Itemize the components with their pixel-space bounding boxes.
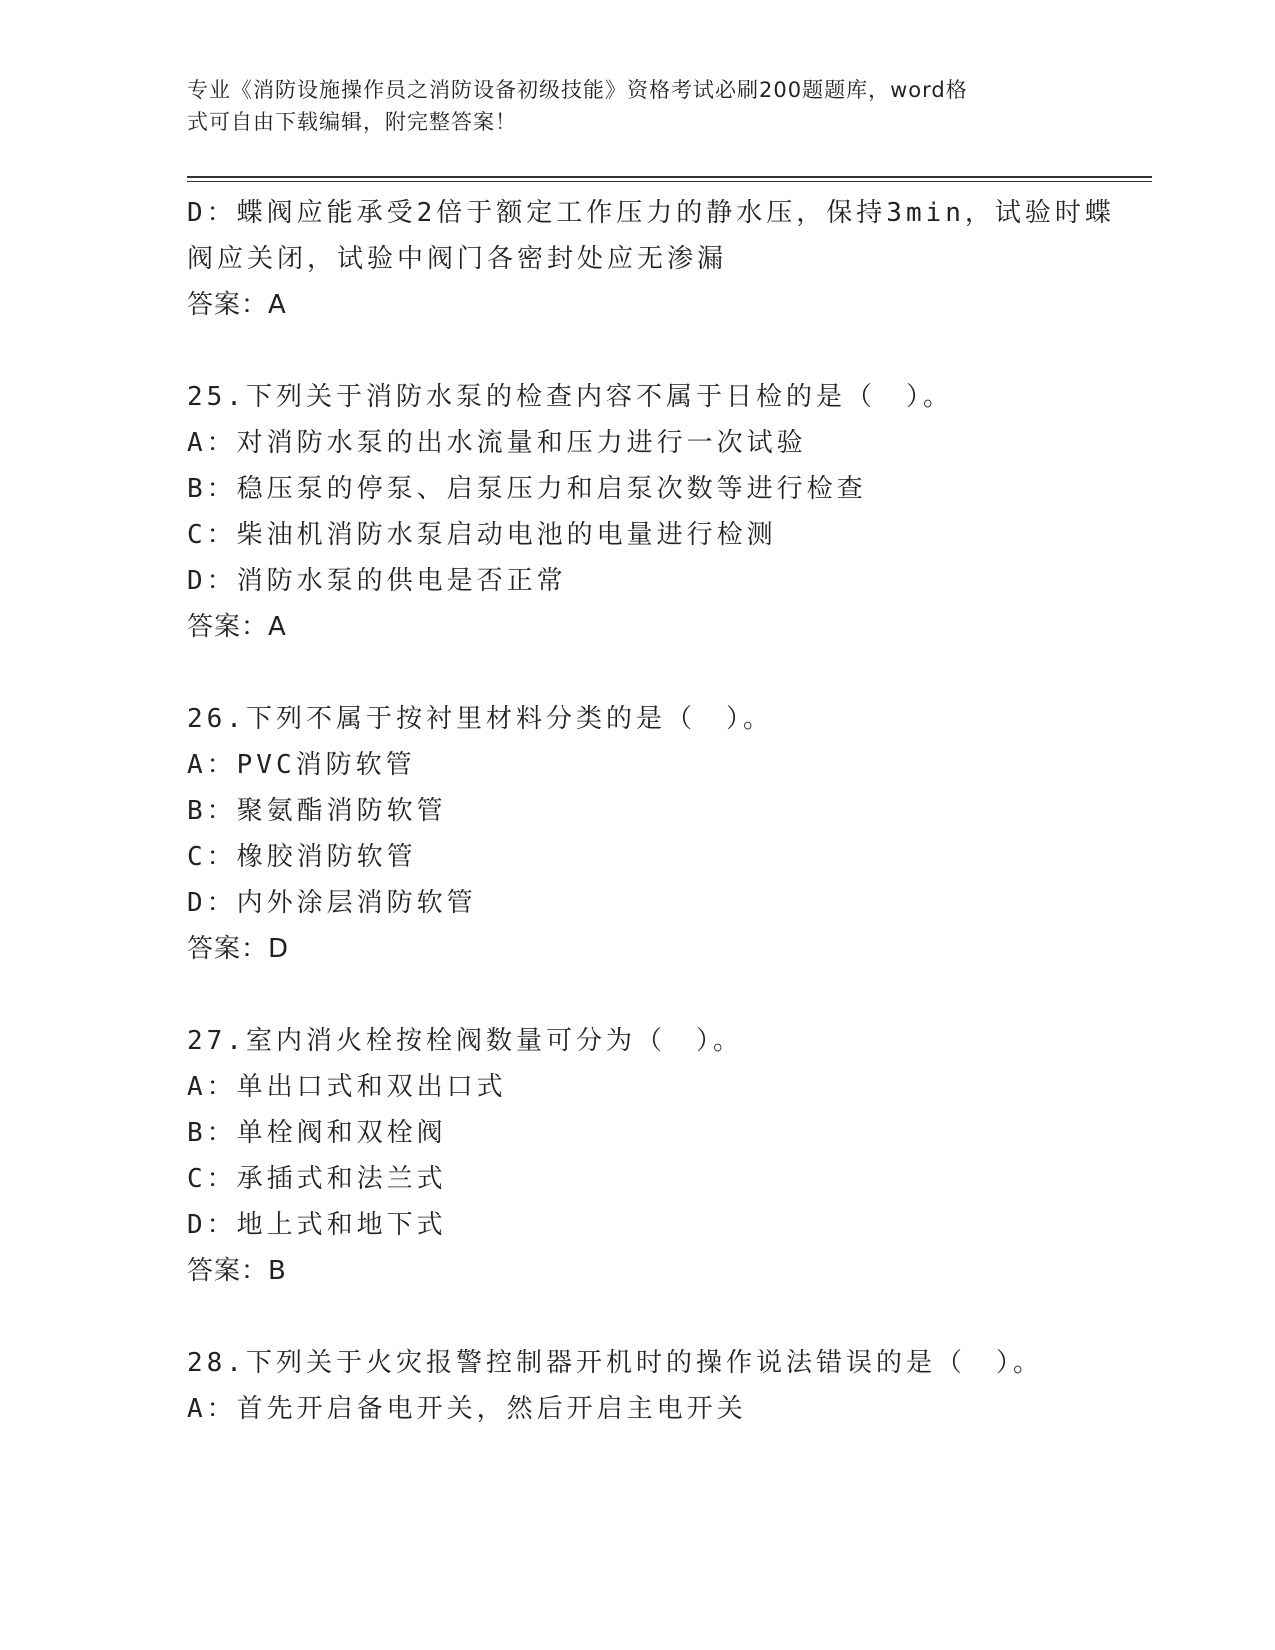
option-c: C：橡胶消防软管 (187, 842, 417, 872)
option-b: B：聚氨酯消防软管 (187, 796, 447, 826)
answer-line: 答案：B (187, 1256, 287, 1286)
option-a: A：单出口式和双出口式 (187, 1072, 507, 1102)
question-stem: 25.下列关于消防水泵的检查内容不属于日检的是（ ）。 (187, 382, 953, 412)
option-d: D：内外涂层消防软管 (187, 888, 477, 918)
option-d: D：蝶阀应能承受2倍于额定工作压力的静水压，保持3min，试验时蝶 (187, 198, 1115, 228)
header-divider-thick (187, 176, 1152, 178)
option-d: D：地上式和地下式 (187, 1210, 447, 1240)
option-a: A：PVC消防软管 (187, 750, 416, 780)
option-c: C：柴油机消防水泵启动电池的电量进行检测 (187, 520, 777, 550)
question-stem: 28.下列关于火灾报警控制器开机时的操作说法错误的是（ ）。 (187, 1348, 1043, 1378)
header-line-1: 专业《消防设施操作员之消防设备初级技能》资格考试必刷200题题库，word格 (187, 78, 968, 102)
option-a: A：首先开启备电开关，然后开启主电开关 (187, 1394, 747, 1424)
question-fragment (187, 190, 1115, 328)
option-d-continued: 阀应关闭，试验中阀门各密封处应无渗漏 (187, 244, 728, 274)
spacer (187, 1294, 1087, 1340)
spacer (187, 650, 1087, 696)
question-26 (187, 696, 1087, 972)
spacer (187, 328, 1087, 374)
header-divider-thin (187, 181, 1152, 182)
answer-line: 答案：A (187, 612, 287, 642)
question-27 (187, 1018, 1087, 1294)
option-c: C：承插式和法兰式 (187, 1164, 447, 1194)
question-25 (187, 374, 1087, 650)
question-stem: 26.下列不属于按衬里材料分类的是（ ）。 (187, 704, 773, 734)
option-b: B：稳压泵的停泵、启泵压力和启泵次数等进行检查 (187, 474, 867, 504)
option-b: B：单栓阀和双栓阀 (187, 1118, 447, 1148)
answer-line: 答案：D (187, 934, 290, 964)
header-line-2: 式可自由下载编辑，附完整答案！ (187, 110, 517, 134)
question-stem: 27.室内消火栓按栓阀数量可分为（ ）。 (187, 1026, 743, 1056)
option-d: D：消防水泵的供电是否正常 (187, 566, 567, 596)
question-list (187, 190, 1115, 1432)
spacer (187, 972, 1087, 1018)
document-header (187, 74, 1087, 138)
option-a: A：对消防水泵的出水流量和压力进行一次试验 (187, 428, 807, 458)
question-28 (187, 1340, 1087, 1432)
answer-line: 答案：A (187, 290, 287, 320)
